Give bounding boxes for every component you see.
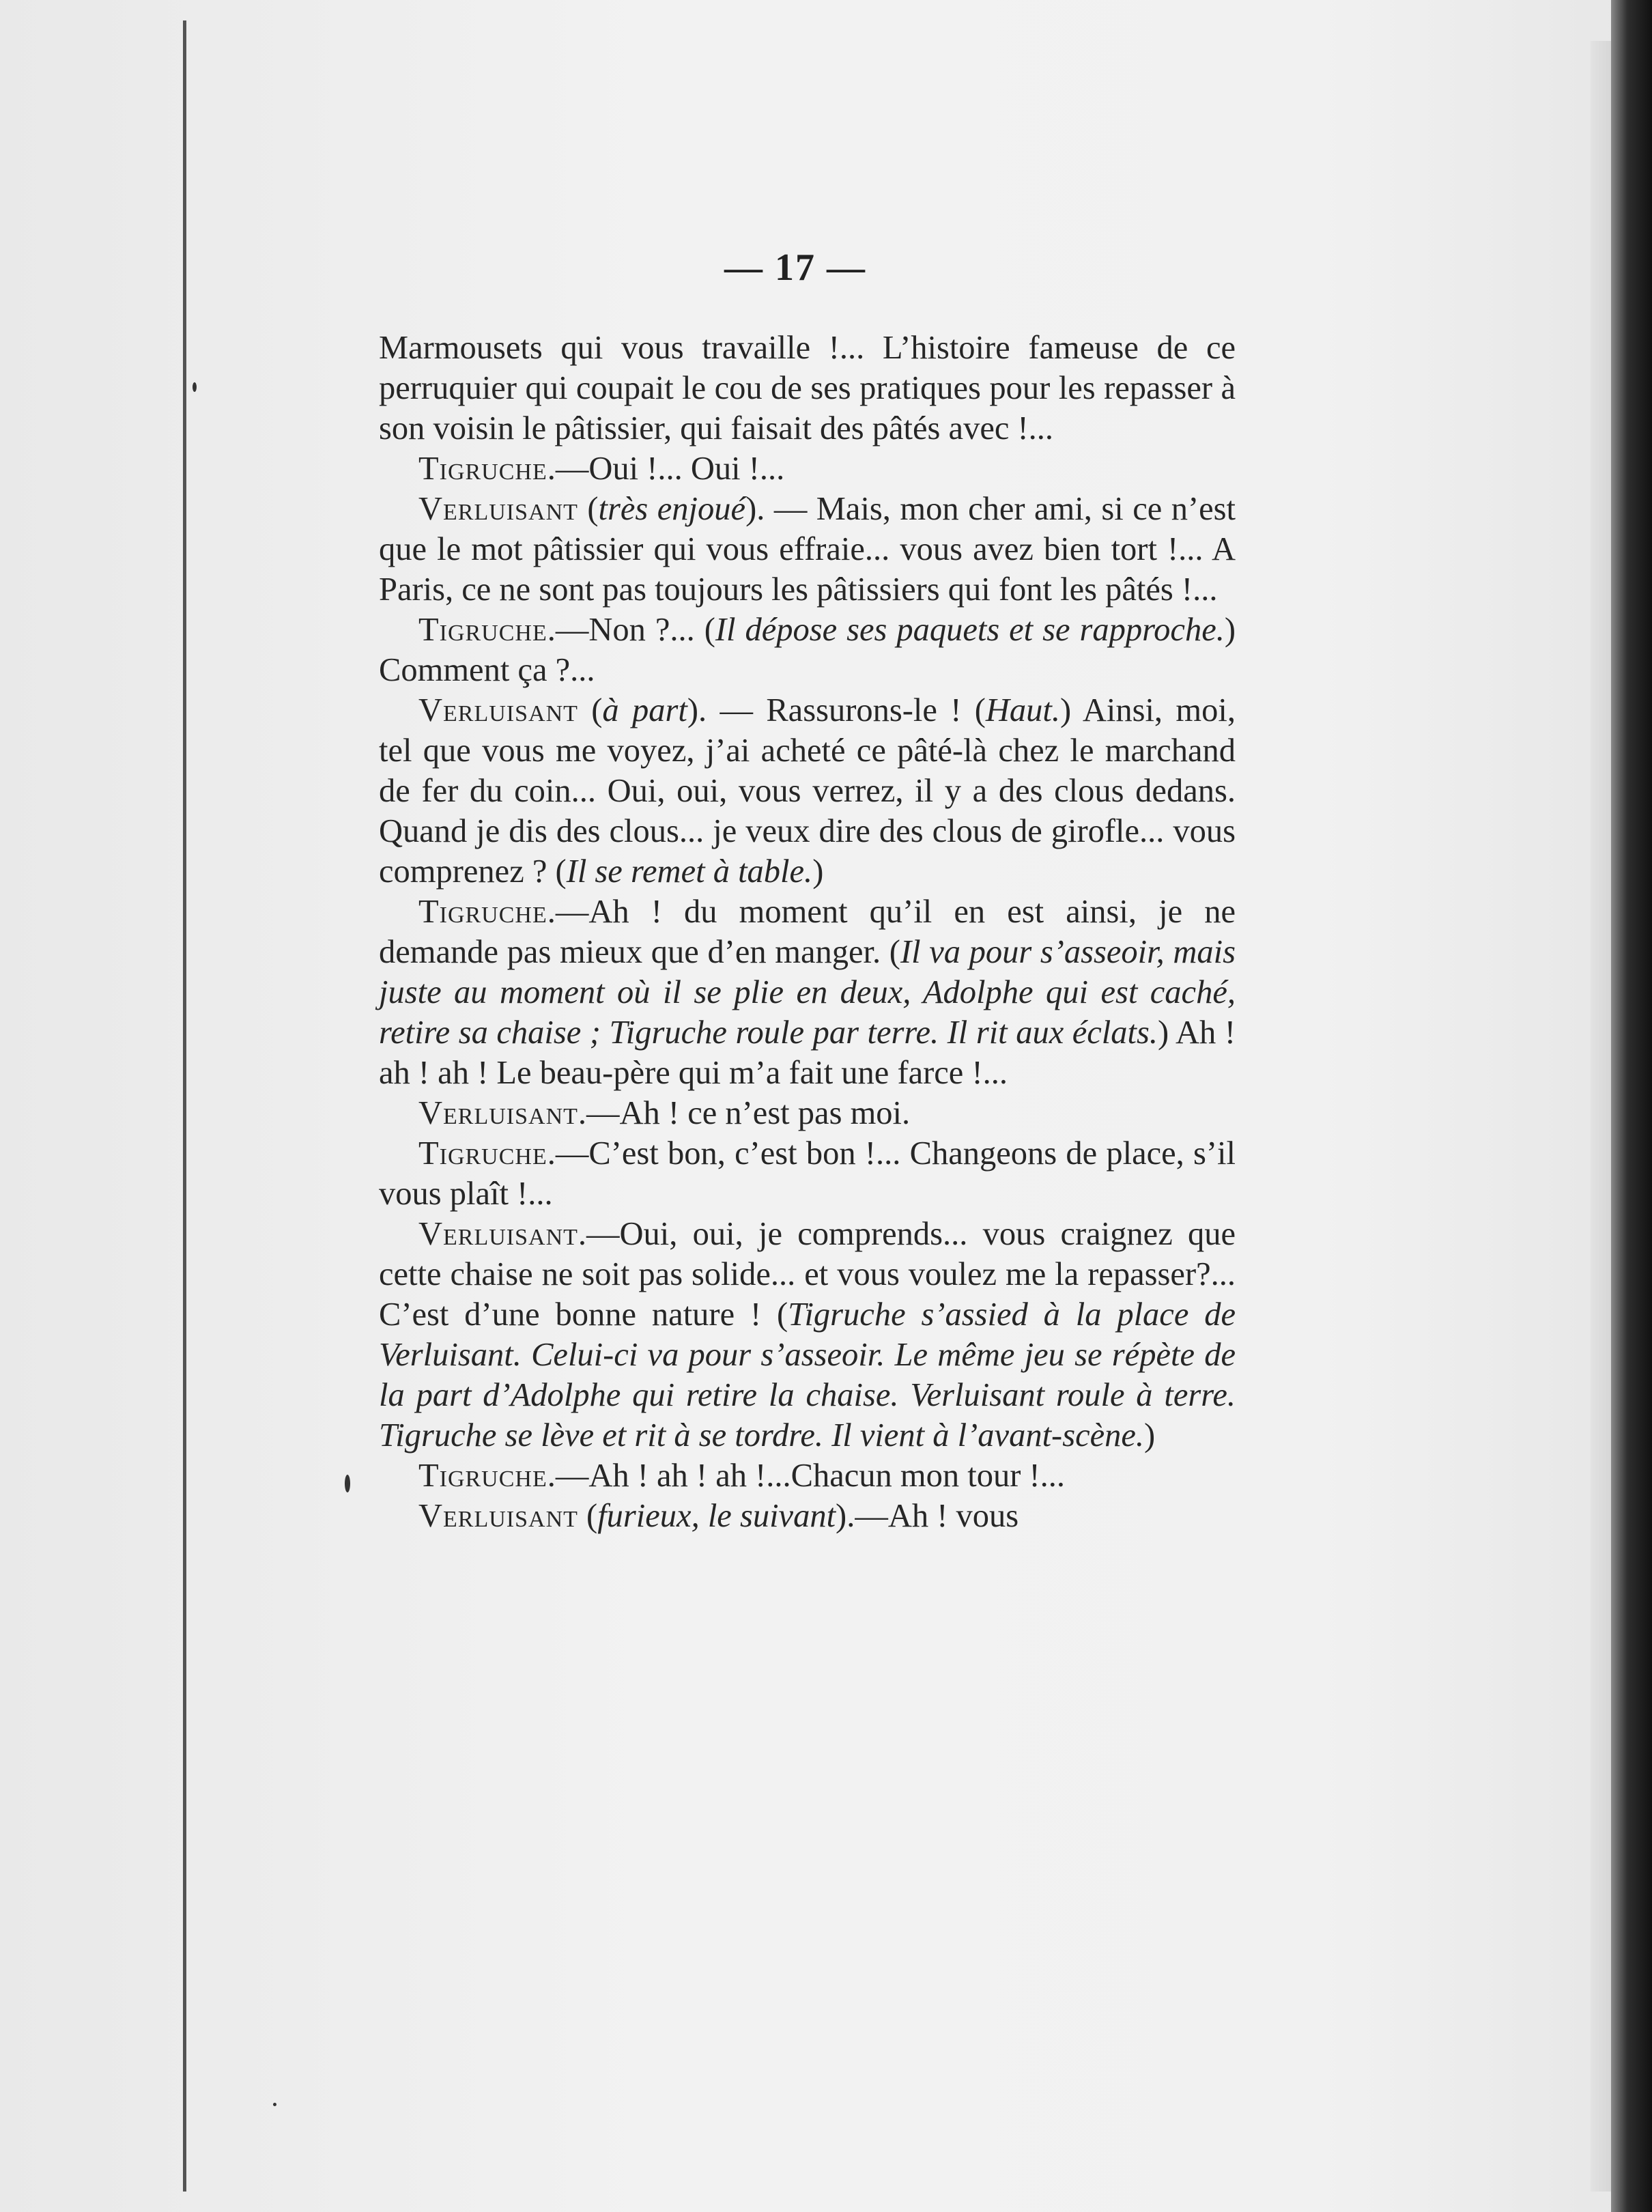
dialogue-text: .—C’est bon, c’est bon !... Changeons de place, s’il vous plaît !...: [379, 1135, 1236, 1212]
speaker-name: Verluisant: [418, 491, 578, 527]
speaker-name: Verluisant: [418, 692, 578, 728]
continuation-paragraph: [379, 328, 1236, 449]
page-number: — 17 —: [724, 246, 866, 289]
dialogue-text: .—Oui !... Oui !...: [547, 451, 785, 487]
dialogue-text: ). — Rassurons-le ! (: [687, 692, 986, 728]
ink-speck: [345, 1475, 350, 1492]
speaker-name: Tigruche: [418, 1458, 547, 1494]
speaker-name: Tigruche: [418, 451, 547, 487]
speaker-name: Tigruche: [418, 894, 547, 930]
speaker-name: Tigruche: [418, 612, 547, 648]
dialogue-text: .—Ah ! ah ! ah !...Chacun mon tour !...: [547, 1458, 1066, 1494]
dialogue-paragraph: [379, 1214, 1236, 1456]
dialogue-paragraph: [379, 1496, 1236, 1536]
stage-direction: Il se remet à table.: [566, 853, 813, 890]
speaker-name: Verluisant: [418, 1095, 578, 1131]
speaker-name: Verluisant: [418, 1216, 578, 1252]
stage-direction: Haut.: [985, 692, 1061, 728]
dialogue-text: (: [578, 491, 599, 527]
dialogue-text: ).—Ah ! vous: [836, 1498, 1019, 1534]
dialogue-text: ): [1144, 1417, 1156, 1454]
ink-speck: [273, 2103, 276, 2106]
speaker-name: Verluisant: [418, 1498, 578, 1534]
dialogue-text: .—Non ?... (: [547, 612, 715, 648]
stage-direction: très enjoué: [598, 491, 746, 527]
ink-speck: [193, 382, 197, 392]
binding-edge-line: [183, 20, 186, 2192]
dialogue-paragraph: [379, 892, 1236, 1093]
dialogue-paragraph: [379, 1093, 1236, 1133]
dialogue-text: .—Oui, oui, je comprends... vous craignez que cette chaise ne soit pas solide... et vous voulez me la repasser?... C’est d’une bonne nature ! (: [379, 1216, 1236, 1333]
dialogue-text: ) Ainsi, moi, tel que vous me voyez, j’ai acheté ce pâté-là chez le marchand de fer du coin... Oui, oui, vous verrez, il y a des clous dedans. Quand je dis des clous... je veux dire des clous de girofle... vous comprenez ? (: [379, 692, 1236, 890]
dialogue-text: (: [578, 692, 603, 728]
stage-direction: furieux, le suivant: [597, 1498, 836, 1534]
dialogue-paragraph: [379, 690, 1236, 892]
dialogue-text: ): [812, 853, 824, 890]
dialogue-paragraph: [379, 449, 1236, 489]
dialogue-paragraph: [379, 1133, 1236, 1214]
dialogue-text: ) Comment ça ?...: [379, 612, 1236, 688]
page-edge-shadow: [1591, 41, 1611, 2192]
play-text-body: [379, 328, 1236, 1536]
dialogue-text: .—Ah ! du moment qu’il en est ainsi, je ne demande pas mieux que d’en manger. (: [379, 894, 1236, 970]
dialogue-text: ). — Mais, mon cher ami, si ce n’est que le mot pâtissier qui vous effraie... vous avez bien tort !... A Paris, ce ne sont pas toujours les pâtissiers qui font les pâtés !...: [379, 491, 1236, 608]
stage-direction: Il dépose ses paquets et se rapproche.: [715, 612, 1225, 648]
stage-direction: Tigruche s’assied à la place de Verluisant. Celui-ci va pour s’asseoir. Le même jeu se répète de la part d’Adolphe qui retire la chaise. Verluisant roule à terre. Tigruche se lève et rit à se tordre. Il vient à l’avant-scène.: [379, 1296, 1236, 1454]
dialogue-paragraph: [379, 489, 1236, 610]
dialogue-text: (: [578, 1498, 598, 1534]
speaker-name: Tigruche: [418, 1135, 547, 1172]
stage-direction: Il va pour s’asseoir, mais juste au moment où il se plie en deux, Adolphe qui est caché, retire sa chaise ; Tigruche roule par terre. Il rit aux éclats.: [379, 934, 1236, 1051]
dialogue-text: Marmousets qui vous travaille !... L’histoire fameuse de ce perruquier qui coupait le cou de ses pratiques pour les repasser à son voisin le pâtissier, qui faisait des pâtés avec !...: [379, 330, 1236, 446]
stage-direction: à part: [602, 692, 687, 728]
dialogue-paragraph: [379, 610, 1236, 690]
dialogue-text: .—Ah ! ce n’est pas moi.: [578, 1095, 911, 1131]
scan-right-border: [1611, 0, 1652, 2212]
dialogue-text: ) Ah ! ah ! ah ! Le beau-père qui m’a fait une farce !...: [379, 1015, 1236, 1091]
dialogue-paragraph: [379, 1456, 1236, 1496]
